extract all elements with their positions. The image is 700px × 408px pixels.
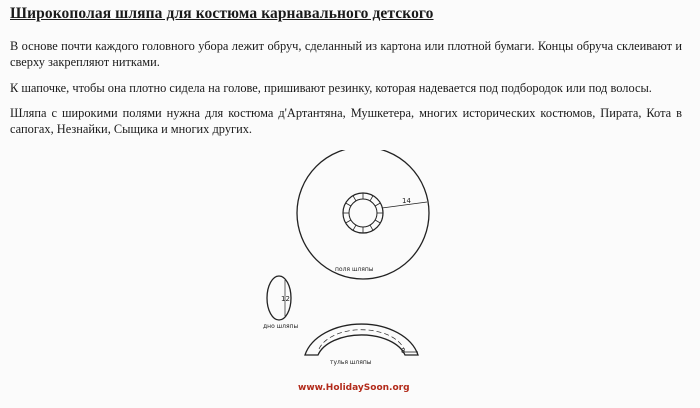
paragraph-1: В основе почти каждого головного убора лежит обруч, сделанный из картона или плотной бумаги. Концы обруча склеивают и сверху закрепляют нитками.	[10, 39, 682, 69]
crown-dimension: 8	[401, 347, 406, 355]
crown-label: тулья шляпы	[330, 359, 372, 366]
paragraph-3: Шляпа с широкими полями нужна для костюма д'Артантяна, Мушкетера, многих исторических костюмов, Пирата, Кота в сапогах, Незнайки, Сыщика и многих других.	[10, 106, 682, 136]
crown-fold-line	[319, 330, 404, 349]
site-watermark: www.HolidaySoon.org	[298, 383, 410, 393]
brim-outer-circle	[297, 150, 429, 279]
hat-crown-pattern	[305, 324, 418, 366]
brim-dimension: 14	[402, 197, 411, 205]
paragraph-2: К шапочке, чтобы она плотно сидела на голове, пришивают резинку, которая надевается под подбородок или под волосы.	[10, 81, 652, 95]
bottom-label: дно шляпы	[263, 323, 299, 330]
brim-cut-circle	[349, 199, 377, 227]
hat-bottom-pattern	[263, 276, 299, 330]
article-title: Широкополая шляпа для костюма карнавального детского	[10, 5, 434, 22]
bottom-dimension: 12	[281, 295, 290, 303]
hat-pattern-figure	[255, 150, 455, 408]
brim-label: поля шляпы	[335, 266, 374, 273]
hat-pattern-drawing	[255, 150, 455, 408]
hat-brim-pattern	[297, 150, 429, 279]
